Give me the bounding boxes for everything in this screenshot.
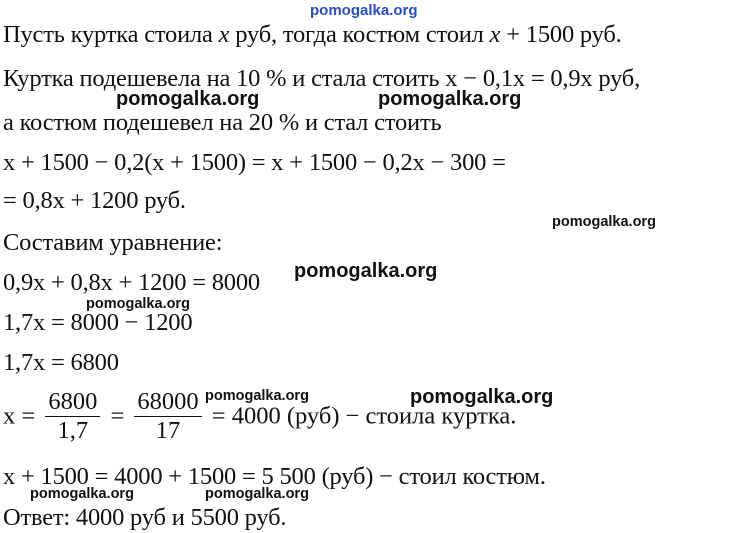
- text-segment: + 1500 руб.: [500, 21, 622, 48]
- answer-line: Ответ: 4000 руб и 5500 руб.: [3, 504, 287, 531]
- variable-x: x: [218, 21, 230, 48]
- solution-line-6: Составим уравнение:: [3, 229, 223, 256]
- fraction-2-numerator: 68000: [134, 388, 201, 417]
- watermark: pomogalka.org: [552, 214, 656, 230]
- variable-x: x: [489, 21, 501, 48]
- approx-sign: =: [110, 402, 125, 430]
- watermark: pomogalka.org: [410, 386, 554, 408]
- fraction-lhs: x =: [3, 402, 36, 430]
- fraction-2-denominator: 17: [155, 417, 181, 444]
- watermark: pomogalka.org: [30, 486, 134, 502]
- watermark: pomogalka.org: [378, 88, 522, 110]
- fraction-result: = 4000 (руб) − стоила куртка.: [211, 402, 517, 430]
- fraction-1-numerator: 6800: [45, 388, 100, 417]
- solution-line-2: Куртка подешевела на 10 % и стала стоить x − 0,1x = 0,9x руб,: [3, 65, 641, 92]
- watermark: pomogalka.org: [86, 296, 190, 312]
- solution-line-3: а костюм подешевел на 20 % и стал стоить: [3, 109, 442, 136]
- equation-line-3: 1,7x = 6800: [3, 349, 119, 376]
- text-segment: Пусть куртка стоила: [3, 21, 219, 48]
- fraction-1-denominator: 1,7: [57, 417, 89, 444]
- equation-line-1: 0,9x + 0,8x + 1200 = 8000: [3, 269, 260, 296]
- equation-line-2: 1,7x = 8000 − 1200: [3, 309, 193, 336]
- solution-line-4: x + 1500 − 0,2(x + 1500) = x + 1500 − 0,2x − 300 =: [3, 149, 506, 176]
- fraction-2: [134, 388, 201, 445]
- watermark: pomogalka.org: [205, 486, 309, 502]
- text-segment: руб, тогда костюм стоил: [229, 21, 490, 48]
- watermark: pomogalka.org: [205, 388, 309, 404]
- fraction-equation: [3, 388, 516, 445]
- solution-line-11: x + 1500 = 4000 + 1500 = 5 500 (руб) − стоил костюм.: [3, 463, 546, 490]
- watermark-top: pomogalka.org: [310, 2, 418, 19]
- fraction-1: [45, 388, 100, 445]
- watermark: pomogalka.org: [294, 260, 438, 282]
- watermark: pomogalka.org: [116, 88, 260, 110]
- solution-line-5: = 0,8x + 1200 руб.: [3, 187, 186, 214]
- solution-line-1: [3, 20, 622, 50]
